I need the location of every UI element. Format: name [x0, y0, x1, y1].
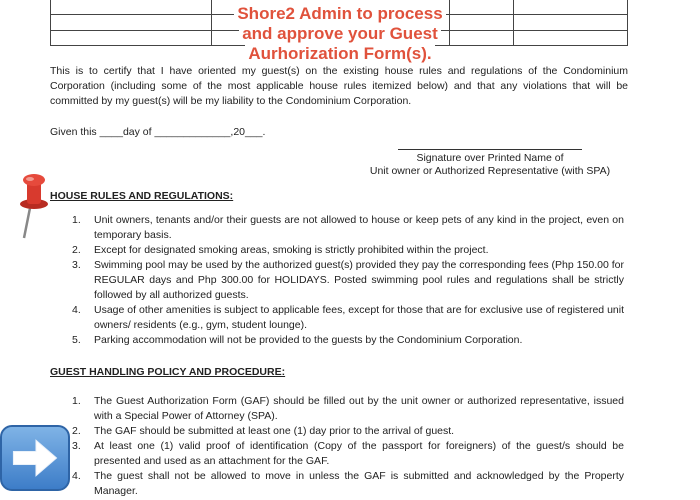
- signature-caption-role: Unit owner or Authorized Representative (with SPA): [369, 165, 611, 177]
- list-item: [50, 303, 624, 333]
- item-text: Parking accommodation will not be provided to the guests by the Condominium Corporation.: [94, 334, 523, 346]
- item-number: 2.: [72, 244, 81, 256]
- list-item: [50, 243, 624, 258]
- list-item: [50, 469, 624, 499]
- list-item: [50, 424, 624, 439]
- certification-paragraph: This is to certify that I have oriented my guest(s) on the existing house rules and regulations of the Condominium Corporation (including some of the most applicable house rules itemized below) and that any violations that will be committed by my guest(s) will be my liability to the Condominium Corporation.: [50, 65, 628, 107]
- house-rules-list: [50, 213, 624, 348]
- guest-policy-heading: GUEST HANDLING POLICY AND PROCEDURE:: [50, 366, 286, 378]
- item-text: Usage of other amenities is subject to applicable fees, except for those that are for exclusive use of registered unit owners/ residents (e.g., gym, student lounge).: [94, 304, 624, 331]
- item-number: 3.: [72, 440, 81, 452]
- table-rule: [513, 0, 514, 45]
- item-number: 4.: [72, 304, 81, 316]
- item-number: 4.: [72, 470, 81, 482]
- banner-line: and approve your Guest: [239, 24, 441, 44]
- item-text: The GAF should be submitted at least one (1) day prior to the arrival of guest.: [94, 425, 455, 437]
- item-text: The guest shall not be allowed to move in unless the GAF is submitted and acknowledged by the Property Manager.: [94, 470, 624, 497]
- item-text: At least one (1) valid proof of identification (Copy of the passport for foreigners) of the guest/s should be presented and used as an attachment for the GAF.: [94, 440, 624, 467]
- list-item: [50, 439, 624, 469]
- signature-line: [398, 149, 582, 150]
- item-text: Unit owners, tenants and/or their guests are not allowed to house or keep pets of any kind in the project, even on temporary basis.: [94, 214, 624, 241]
- right-arrow-icon[interactable]: [0, 425, 70, 491]
- item-number: 1.: [72, 214, 81, 226]
- signature-caption: Signature over Printed Name of: [416, 152, 564, 164]
- item-text: Swimming pool may be used by the authorized guest(s) provided they pay the corresponding fees (Php 150.00 for REGULAR days and Php 300.00 for HOLIDAYS. Posted swimming pool rules and regulations shall be strictly followed by all authorized guests.: [94, 259, 624, 301]
- pushpin-icon: [16, 170, 52, 240]
- guest-policy-list: [50, 394, 624, 499]
- list-item: [50, 333, 624, 348]
- arrow-glyph: [2, 427, 68, 489]
- list-item: [50, 213, 624, 243]
- banner-line: Shore2 Admin to process: [234, 4, 445, 24]
- item-number: 5.: [72, 334, 81, 346]
- list-item: [50, 258, 624, 303]
- item-text: The Guest Authorization Form (GAF) should be filled out by the unit owner or authorized representative, issued with a Special Power of Attorney (SPA).: [94, 395, 624, 422]
- item-number: 1.: [72, 395, 81, 407]
- item-number: 2.: [72, 425, 81, 437]
- list-item: [50, 394, 624, 424]
- house-rules-heading: HOUSE RULES AND REGULATIONS:: [50, 190, 234, 202]
- item-number: 3.: [72, 259, 81, 271]
- given-date-line: Given this ____day of _____________,20___.: [50, 126, 266, 138]
- banner-line: Aurhorization Form(s).: [245, 44, 434, 64]
- item-text: Except for designated smoking areas, smoking is strictly prohibited within the project.: [94, 244, 489, 256]
- admin-notice-banner: [200, 4, 480, 64]
